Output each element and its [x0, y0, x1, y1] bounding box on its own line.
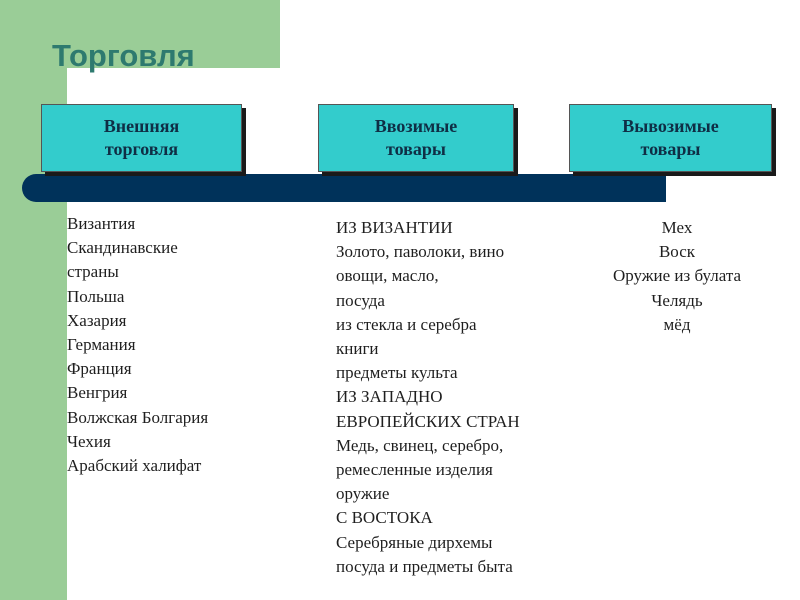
import-item: ИЗ ВИЗАНТИИ [336, 218, 453, 237]
slide-title: Торговля [52, 38, 195, 73]
export-item: Воск [658, 242, 696, 262]
partner-item: Франция [67, 359, 132, 379]
header-label-foreign-trade: Внешняя торговля [103, 116, 180, 159]
import-item: посуда и предметы быта [336, 556, 513, 576]
partners-list [67, 212, 208, 478]
import-item: книги [336, 339, 379, 359]
partner-item: Скандинавские [67, 238, 178, 258]
partner-item: Польша [67, 286, 125, 306]
partner-item: Хазария [67, 310, 127, 330]
export-item: Челядь [651, 290, 703, 310]
exports-list [598, 216, 756, 337]
partner-item: Венгрия [67, 383, 128, 403]
left-green-band [0, 0, 67, 600]
partner-item: Чехия [67, 431, 111, 451]
export-item: мёд [663, 314, 691, 334]
import-item: ИЗ ЗАПАДНО [336, 387, 443, 407]
imports-list [336, 216, 520, 579]
import-item: ЕВРОПЕЙСКИХ СТРАН [336, 411, 520, 431]
import-item: С ВОСТОКА [336, 508, 433, 528]
import-item: Серебряные дирхемы [336, 532, 493, 552]
header-label-exports: Вывозимые товары [622, 116, 719, 159]
import-item: из стекла и серебра [336, 314, 477, 334]
import-item: посуда [336, 290, 385, 310]
header-box-imports [318, 104, 514, 172]
horizontal-bar [22, 174, 666, 202]
import-item: Золото, паволоки, вино [336, 242, 505, 262]
header-label-imports: Ввозимые товары [374, 116, 458, 159]
partner-item: Волжская Болгария [67, 407, 209, 427]
partner-item: Германия [67, 335, 136, 355]
import-item: овощи, масло, [336, 266, 439, 286]
import-item: предметы культа [336, 363, 458, 383]
partner-item: Византия [67, 214, 136, 233]
export-item: Мех [661, 218, 693, 237]
export-item: Оружие из булата [612, 266, 742, 286]
import-item: Медь, свинец, серебро, [336, 435, 504, 455]
partner-item: Арабский халифат [67, 456, 202, 476]
header-box-foreign-trade [41, 104, 242, 172]
import-item: ремесленные изделия [336, 460, 493, 480]
header-box-exports [569, 104, 772, 172]
partner-item: страны [67, 262, 119, 282]
import-item: оружие [336, 484, 390, 504]
